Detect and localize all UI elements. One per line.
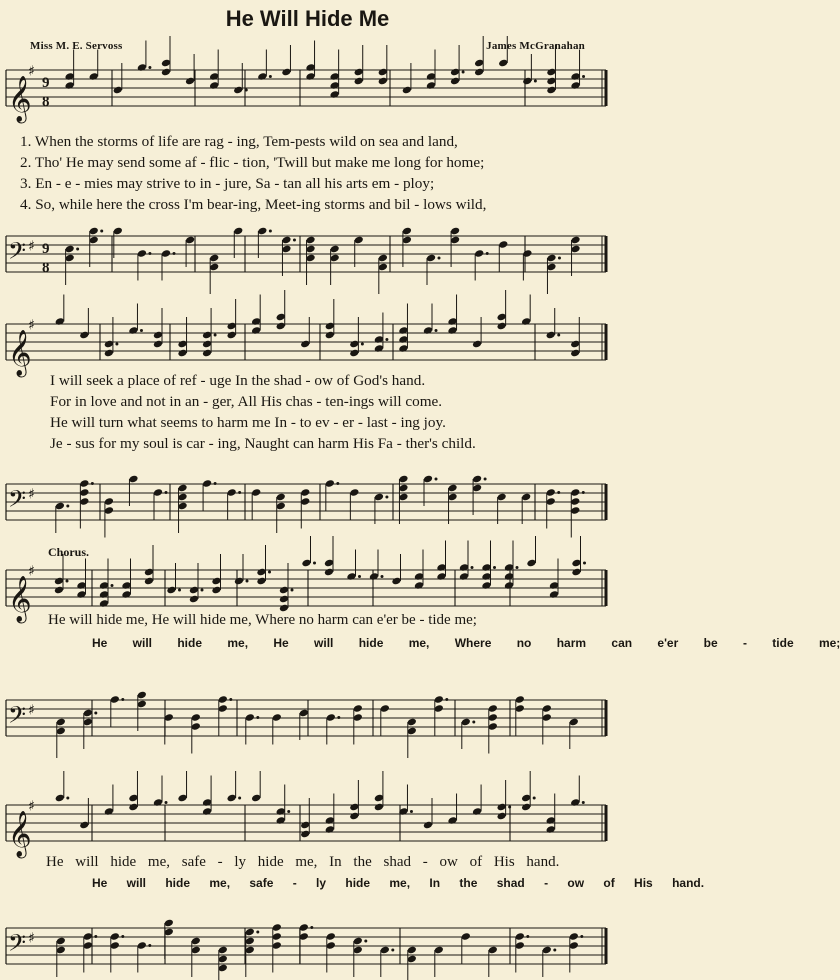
dot — [178, 589, 181, 592]
dot — [472, 721, 475, 724]
dot — [121, 698, 124, 701]
dot — [364, 940, 367, 943]
dot — [493, 566, 496, 569]
chorus-line-2-echo: He will hide me, safe - ly hide me, In the shad - ow of His hand. — [92, 876, 705, 890]
chorus-line-1: He will hide me, He will hide me, Where no harm can e'er be - tide me; — [48, 612, 477, 628]
sharp-icon: ♯ — [28, 63, 35, 80]
sharp-icon: ♯ — [28, 238, 35, 255]
dot — [94, 935, 97, 938]
treble-clef-icon: 𝄞 — [8, 76, 32, 122]
sharp-icon: ♯ — [28, 317, 35, 334]
dot — [410, 810, 413, 813]
dot — [121, 935, 124, 938]
dot — [291, 589, 294, 592]
hymn-title: He Will Hide Me — [225, 6, 390, 31]
composer-credit: James McGranahan — [486, 40, 585, 52]
sharp-icon: ♯ — [28, 486, 35, 503]
treble-clef-icon: 𝄞 — [8, 576, 32, 622]
treble-clef-icon: 𝄞 — [8, 811, 32, 857]
verse-line-4b: Je - sus for my soul is car - ing, Naught can harm His Fa - ther's child. — [50, 435, 476, 452]
dot — [148, 944, 151, 947]
verse-line-2b: For in love and not in an - ger, All His chas - ten-ings will come. — [50, 393, 443, 410]
staff — [6, 798, 606, 859]
dot — [583, 562, 586, 565]
dot — [533, 797, 536, 800]
chorus-line-1-echo: He will hide me, He will hide me, Where no harm can e'er be - tide me; — [92, 636, 840, 650]
verse-line-4: 4. So, while here the cross I'm bear-ing, Meet-ing storms and bil - lows wild, — [20, 196, 487, 213]
dot — [313, 562, 316, 565]
lyricist-credit: Miss M. E. Servoss — [30, 40, 123, 52]
bass-clef-icon: 𝄢 — [8, 237, 27, 270]
time-signature-bottom: 8 — [42, 94, 50, 110]
dot — [111, 584, 114, 587]
dot — [582, 801, 585, 804]
dot — [381, 575, 384, 578]
dot — [229, 698, 232, 701]
dot — [358, 575, 361, 578]
time-signature-bottom: 8 — [42, 260, 50, 276]
bass-clef-icon: 𝄢 — [8, 929, 27, 962]
dot — [246, 580, 249, 583]
time-signature-top: 9 — [42, 241, 50, 257]
verse-line-3: 3. En - e - mies may strive to in - jure, Sa - tan all his arts em - ploy; — [20, 175, 435, 192]
dot — [94, 712, 97, 715]
dot — [526, 935, 529, 938]
bass-clef-icon: 𝄢 — [8, 701, 27, 734]
dot — [165, 801, 168, 804]
chorus-label: Chorus. — [48, 545, 90, 559]
dot — [268, 571, 271, 574]
sharp-icon: ♯ — [28, 798, 35, 815]
dot — [256, 716, 259, 719]
dot — [580, 935, 583, 938]
dot — [66, 580, 69, 583]
dot — [508, 806, 511, 809]
verse-line-1b: I will seek a place of ref - uge In the shad - ow of God's hand. — [50, 372, 426, 389]
dot — [445, 698, 448, 701]
dot — [553, 949, 556, 952]
time-signature-top: 9 — [42, 75, 50, 91]
dot — [201, 589, 204, 592]
verse-line-3b: He will turn what seems to harm me In - to ev - er - last - ing joy. — [50, 414, 446, 431]
treble-clef-icon: 𝄞 — [8, 330, 32, 376]
bass-clef-icon: 𝄢 — [8, 485, 27, 518]
sharp-icon: ♯ — [28, 702, 35, 719]
dot — [238, 797, 241, 800]
sharp-icon: ♯ — [28, 563, 35, 580]
dot — [310, 926, 313, 929]
dot — [391, 949, 394, 952]
chorus-line-2: He will hide me, safe - ly hide me, In the shad - ow of His hand. — [46, 854, 560, 870]
verse-line-2: 2. Tho' He may send some af - flic - tion, 'Twill but make me long for home; — [20, 154, 485, 171]
dot — [256, 931, 259, 934]
dot — [66, 797, 69, 800]
sharp-icon: ♯ — [28, 930, 35, 947]
dot — [287, 810, 290, 813]
dot — [516, 566, 519, 569]
verse-line-1: 1. When the storms of life are rag - ing, Tem-pests wild on sea and land, — [20, 133, 458, 150]
dot — [337, 716, 340, 719]
dot — [471, 566, 474, 569]
